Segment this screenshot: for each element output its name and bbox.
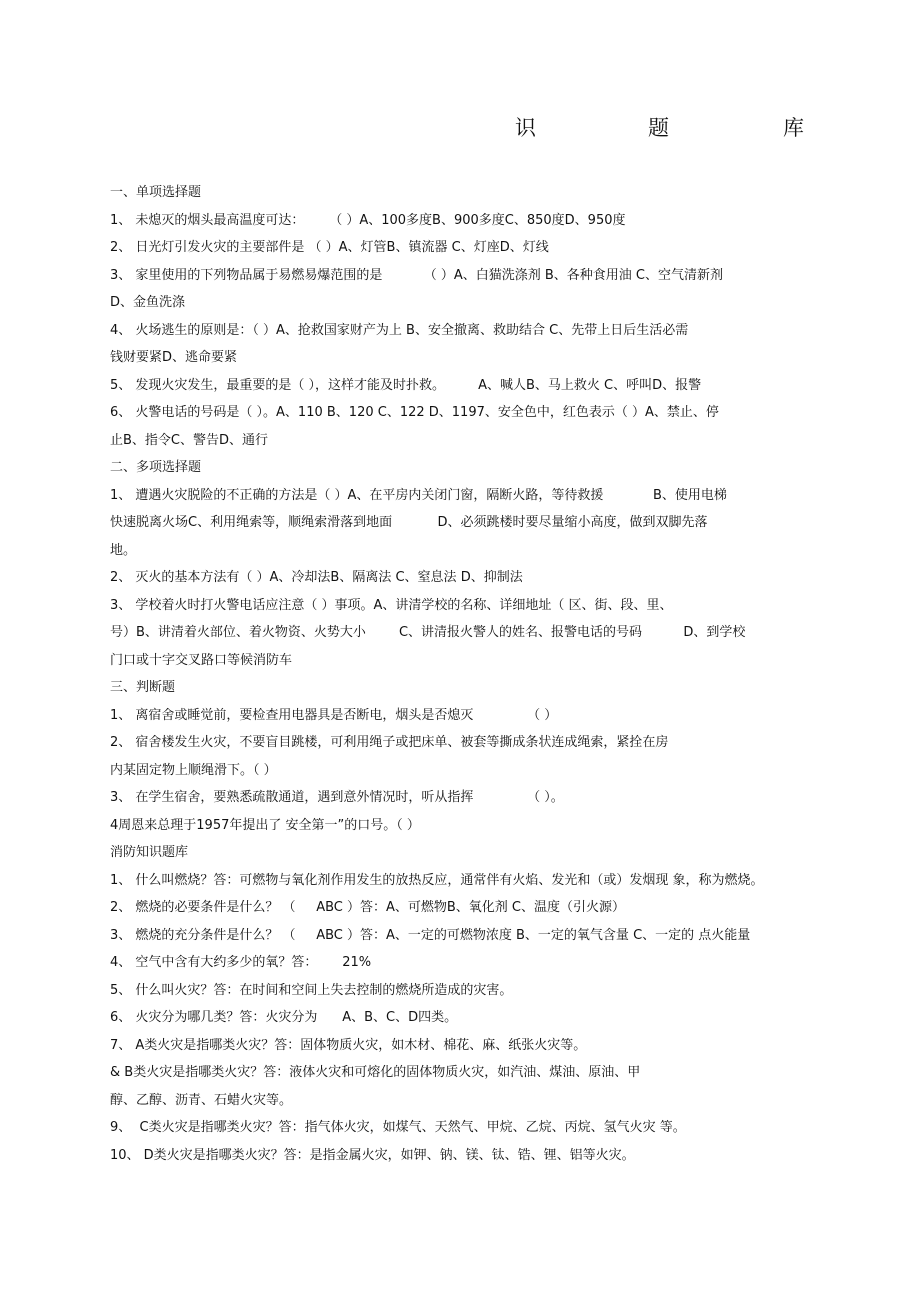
text-line: 止B、指令C、警告D、通行 (110, 432, 269, 448)
text-line: 4、 空气中含有大约多少的氧？答： 21% (110, 955, 372, 970)
text-line: 3、 在学生宿舍，要熟悉疏散通道，遇到意外情况时，听从指挥 （ ）。 (110, 790, 564, 805)
text-line: 6、 火灾分为哪几类？答：火灾分为 A、B、C、D四类。 (110, 1010, 458, 1025)
text-line: 快速脱离火场C、利用绳索等，顺绳索滑落到地面 D、必须跳楼时要尽量缩小高度，做到双脚先落 (110, 515, 708, 530)
text-line: 4周恩来总理于1957年提出了 安全第一”的口号。（ ） (110, 817, 420, 833)
section-heading-multi-choice: 二、多项选择题 (110, 460, 202, 475)
text-line: 5、 什么叫火灾？答：在时间和空间上失去控制的燃烧所造成的灾害。 (110, 982, 513, 998)
section-heading-single-choice: 一、单项选择题 (110, 185, 202, 200)
text-line: 3、 学校着火时打火警电话应注意（ ）事项。A、讲清学校的名称、详细地址（ 区、街、段、里、 (110, 597, 673, 613)
text-line: 1、 什么叫燃烧？答：可燃物与氧化剂作用发生的放热反应，通常伴有火焰、发光和（或）发烟现 象，称为燃烧。 (110, 872, 764, 888)
text-line: 10、 D类火灾是指哪类火灾？答：是指金属火灾，如钾、钠、镁、钛、锆、锂、铝等火灾。 (110, 1147, 635, 1163)
text-line: 1、 未熄灭的烟头最高温度可达： （ ）A、100多度B、900多度C、850度D、950度 (110, 212, 626, 228)
page-title (0, 112, 920, 142)
text-line: 2、 宿舍楼发生火灾，不要盲目跳楼，可利用绳子或把床单、被套等撕成条状连成绳索，紧拴在房 (110, 735, 669, 750)
text-line: 9、 C类火灾是指哪类火灾？答：指气体火灾，如煤气、天然气、甲烷、乙烷、丙烷、氢气火灾 等。 (110, 1120, 686, 1135)
text-line: 门口或十字交叉路口等候消防车 (110, 652, 293, 668)
text-line: 5、 发现火灾发生，最重要的是（ ），这样才能及时扑救。 A、喊人B、马上救火 C、呼叫D、报警 (110, 377, 702, 393)
text-line: 7、 A类火灾是指哪类火灾？答：固体物质火灾，如木材、棉花、麻、纸张火灾等。 (110, 1037, 587, 1053)
title-char-1: 识 (515, 116, 536, 140)
text-line: 2、 燃烧的必要条件是什么？ （ ABC ）答：A、可燃物B、氧化剂 C、温度（引火源） (110, 900, 626, 915)
text-line: 2、 灭火的基本方法有（ ）A、冷却法B、隔离法 C、窒息法 D、抑制法 (110, 570, 523, 585)
text-line: 4、 火场逃生的原则是：（ ）A、抢救国家财产为上 B、安全撤离、救助结合 C、先带上日后生活必需 (110, 322, 689, 338)
text-line: 3、 燃烧的充分条件是什么？ （ ABC ）答：A、一定的可燃物浓度 B、一定的氧气含量 C、一定的 点火能量 (110, 927, 751, 943)
title-char-2: 题 (648, 116, 669, 140)
text-line: 2、 日光灯引发火灾的主要部件是 （ ）A、灯管B、镇流器 C、灯座D、灯线 (110, 240, 549, 255)
text-line: 醇、乙醇、沥青、石蜡火灾等。 (110, 1092, 293, 1108)
section-heading-fire-knowledge: 消防知识题库 (110, 845, 189, 860)
text-line: 1、 遭遇火灾脱险的不正确的方法是（ ）A、在平房内关闭门窗，隔断火路，等待救援 B、使用电梯 (110, 487, 727, 503)
text-line: 3、 家里使用的下列物品属于易燃易爆范围的是 （ ）A、白猫洗涤剂 B、各种食用油 C、空气清新剂 (110, 267, 724, 283)
title-char-3: 库 (783, 116, 804, 140)
text-line: 内某固定物上顺绳滑下。（ ） (110, 762, 277, 778)
document-body (110, 179, 810, 1169)
text-line: 1、 离宿舍或睡觉前，要检查用电器具是否断电，烟头是否熄灭 （ ） (110, 707, 558, 723)
text-line: 号）B、讲清着火部位、着火物资、火势大小 C、讲清报火警人的姓名、报警电话的号码 D、到学校 (110, 625, 746, 640)
section-heading-true-false: 三、判断题 (110, 680, 176, 695)
text-line: D、金鱼洗涤 (110, 295, 186, 310)
text-line: & B类火灾是指哪类火灾？答：液体火灾和可熔化的固体物质火灾，如汽油、煤油、原油、甲 (110, 1065, 641, 1080)
text-line: 钱财要紧D、逃命要紧 (110, 350, 238, 365)
text-line: 地。 (110, 542, 137, 558)
text-line: 6、 火警电话的号码是（ ）。A、110 B、120 C、122 D、1197、安全色中，红色表示（ ）A、禁止、停 (110, 405, 719, 420)
